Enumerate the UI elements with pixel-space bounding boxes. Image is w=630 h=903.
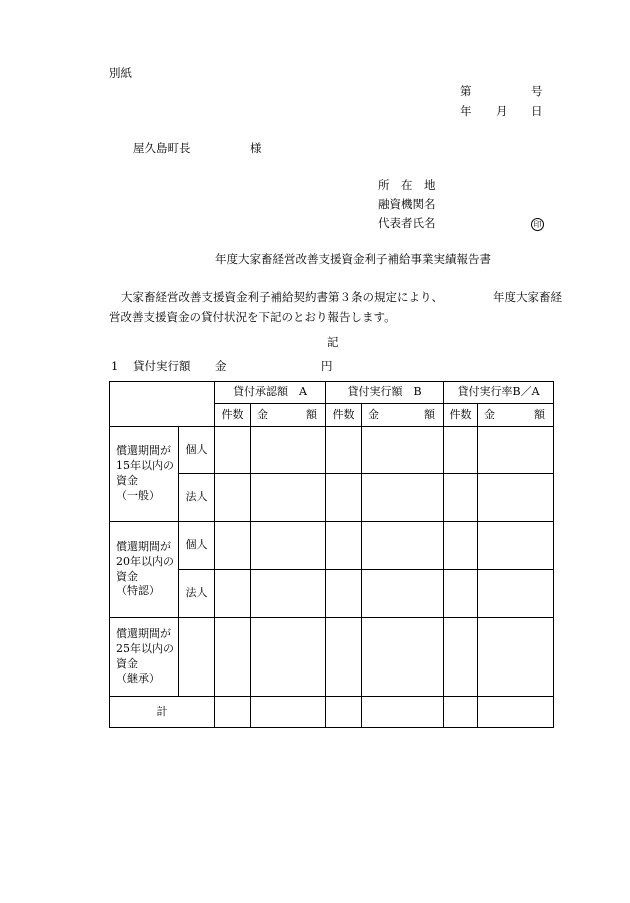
subheader-count: 件数 bbox=[444, 404, 478, 427]
header-executed-b: 貸付実行額 B bbox=[326, 382, 444, 404]
cell bbox=[444, 570, 478, 618]
cell bbox=[362, 697, 444, 728]
cell bbox=[478, 522, 554, 570]
representative-label: 代表者氏名 bbox=[378, 216, 436, 230]
row-label-corporate: 法人 bbox=[179, 474, 215, 522]
report-title: 年度大家畜経営改善支援資金利子補給事業実績報告書 bbox=[215, 252, 491, 266]
row-label-individual: 個人 bbox=[179, 522, 215, 570]
cell bbox=[362, 618, 444, 697]
seal-mark: 印 bbox=[531, 218, 544, 231]
cell bbox=[326, 522, 362, 570]
cell bbox=[362, 474, 444, 522]
corner-cell bbox=[110, 382, 215, 427]
date-year: 年 bbox=[460, 104, 472, 118]
row-label-corporate: 法人 bbox=[179, 570, 215, 618]
cell bbox=[478, 618, 554, 697]
subheader-count: 件数 bbox=[215, 404, 251, 427]
cell bbox=[444, 474, 478, 522]
addressee-title: 屋久島町長 bbox=[133, 141, 191, 155]
institution-label: 融資機関名 bbox=[378, 197, 436, 211]
body-line2: 営改善支援資金の貸付状況を下記のとおり報告します。 bbox=[109, 310, 396, 324]
cell bbox=[326, 474, 362, 522]
cell bbox=[215, 474, 251, 522]
cell bbox=[215, 570, 251, 618]
cell bbox=[444, 697, 478, 728]
doc-number-go: 号 bbox=[531, 84, 543, 98]
body-line1-a: 大家畜経営改善支援資金利子補給契約書第３条の規定により、 bbox=[121, 290, 443, 304]
cell bbox=[215, 427, 251, 474]
cell bbox=[215, 618, 251, 697]
section1-label: 貸付実行額 bbox=[133, 359, 191, 373]
cell bbox=[478, 474, 554, 522]
cell bbox=[326, 618, 362, 697]
cell bbox=[326, 570, 362, 618]
addressee-honorific: 様 bbox=[250, 141, 262, 155]
cell bbox=[179, 618, 215, 697]
body-line1-b: 年度大家畜経 bbox=[493, 290, 562, 304]
category-20yr: 償還期間が 20年以内の 資金 （特認） bbox=[110, 522, 179, 618]
cell bbox=[478, 427, 554, 474]
cell bbox=[215, 522, 251, 570]
cell bbox=[478, 570, 554, 618]
section1-kin: 金 bbox=[215, 359, 227, 373]
category-15yr: 償還期間が 15年以内の 資金 （一般） bbox=[110, 427, 179, 522]
cell bbox=[362, 570, 444, 618]
cell bbox=[251, 697, 326, 728]
header-approved-a: 貸付承認額 A bbox=[215, 382, 326, 404]
cell bbox=[444, 427, 478, 474]
cell bbox=[326, 697, 362, 728]
cell bbox=[444, 618, 478, 697]
ki-label: 記 bbox=[327, 335, 339, 349]
subheader-amount: 金 額 bbox=[251, 404, 326, 427]
subheader-amount: 金 額 bbox=[362, 404, 444, 427]
cell bbox=[326, 427, 362, 474]
cell bbox=[251, 522, 326, 570]
category-25yr: 償還期間が 25年以内の 資金 （継承） bbox=[110, 618, 179, 697]
loan-report-table bbox=[109, 381, 554, 728]
total-label: 計 bbox=[110, 697, 215, 728]
date-day: 日 bbox=[531, 104, 543, 118]
cell bbox=[478, 697, 554, 728]
doc-number-dai: 第 bbox=[460, 84, 472, 98]
cell bbox=[251, 570, 326, 618]
header-rate: 貸付実行率B／A bbox=[444, 382, 554, 404]
attachment-label: 別紙 bbox=[109, 66, 132, 80]
cell bbox=[251, 474, 326, 522]
cell bbox=[251, 618, 326, 697]
cell bbox=[251, 427, 326, 474]
cell bbox=[362, 427, 444, 474]
section1-yen: 円 bbox=[321, 359, 333, 373]
address-label: 所 在 地 bbox=[378, 178, 436, 192]
row-label-individual: 個人 bbox=[179, 427, 215, 474]
date-month: 月 bbox=[496, 104, 508, 118]
cell bbox=[362, 522, 444, 570]
cell bbox=[215, 697, 251, 728]
subheader-count: 件数 bbox=[326, 404, 362, 427]
section1-number: 1 bbox=[111, 359, 119, 373]
cell bbox=[444, 522, 478, 570]
subheader-amount: 金 額 bbox=[478, 404, 554, 427]
